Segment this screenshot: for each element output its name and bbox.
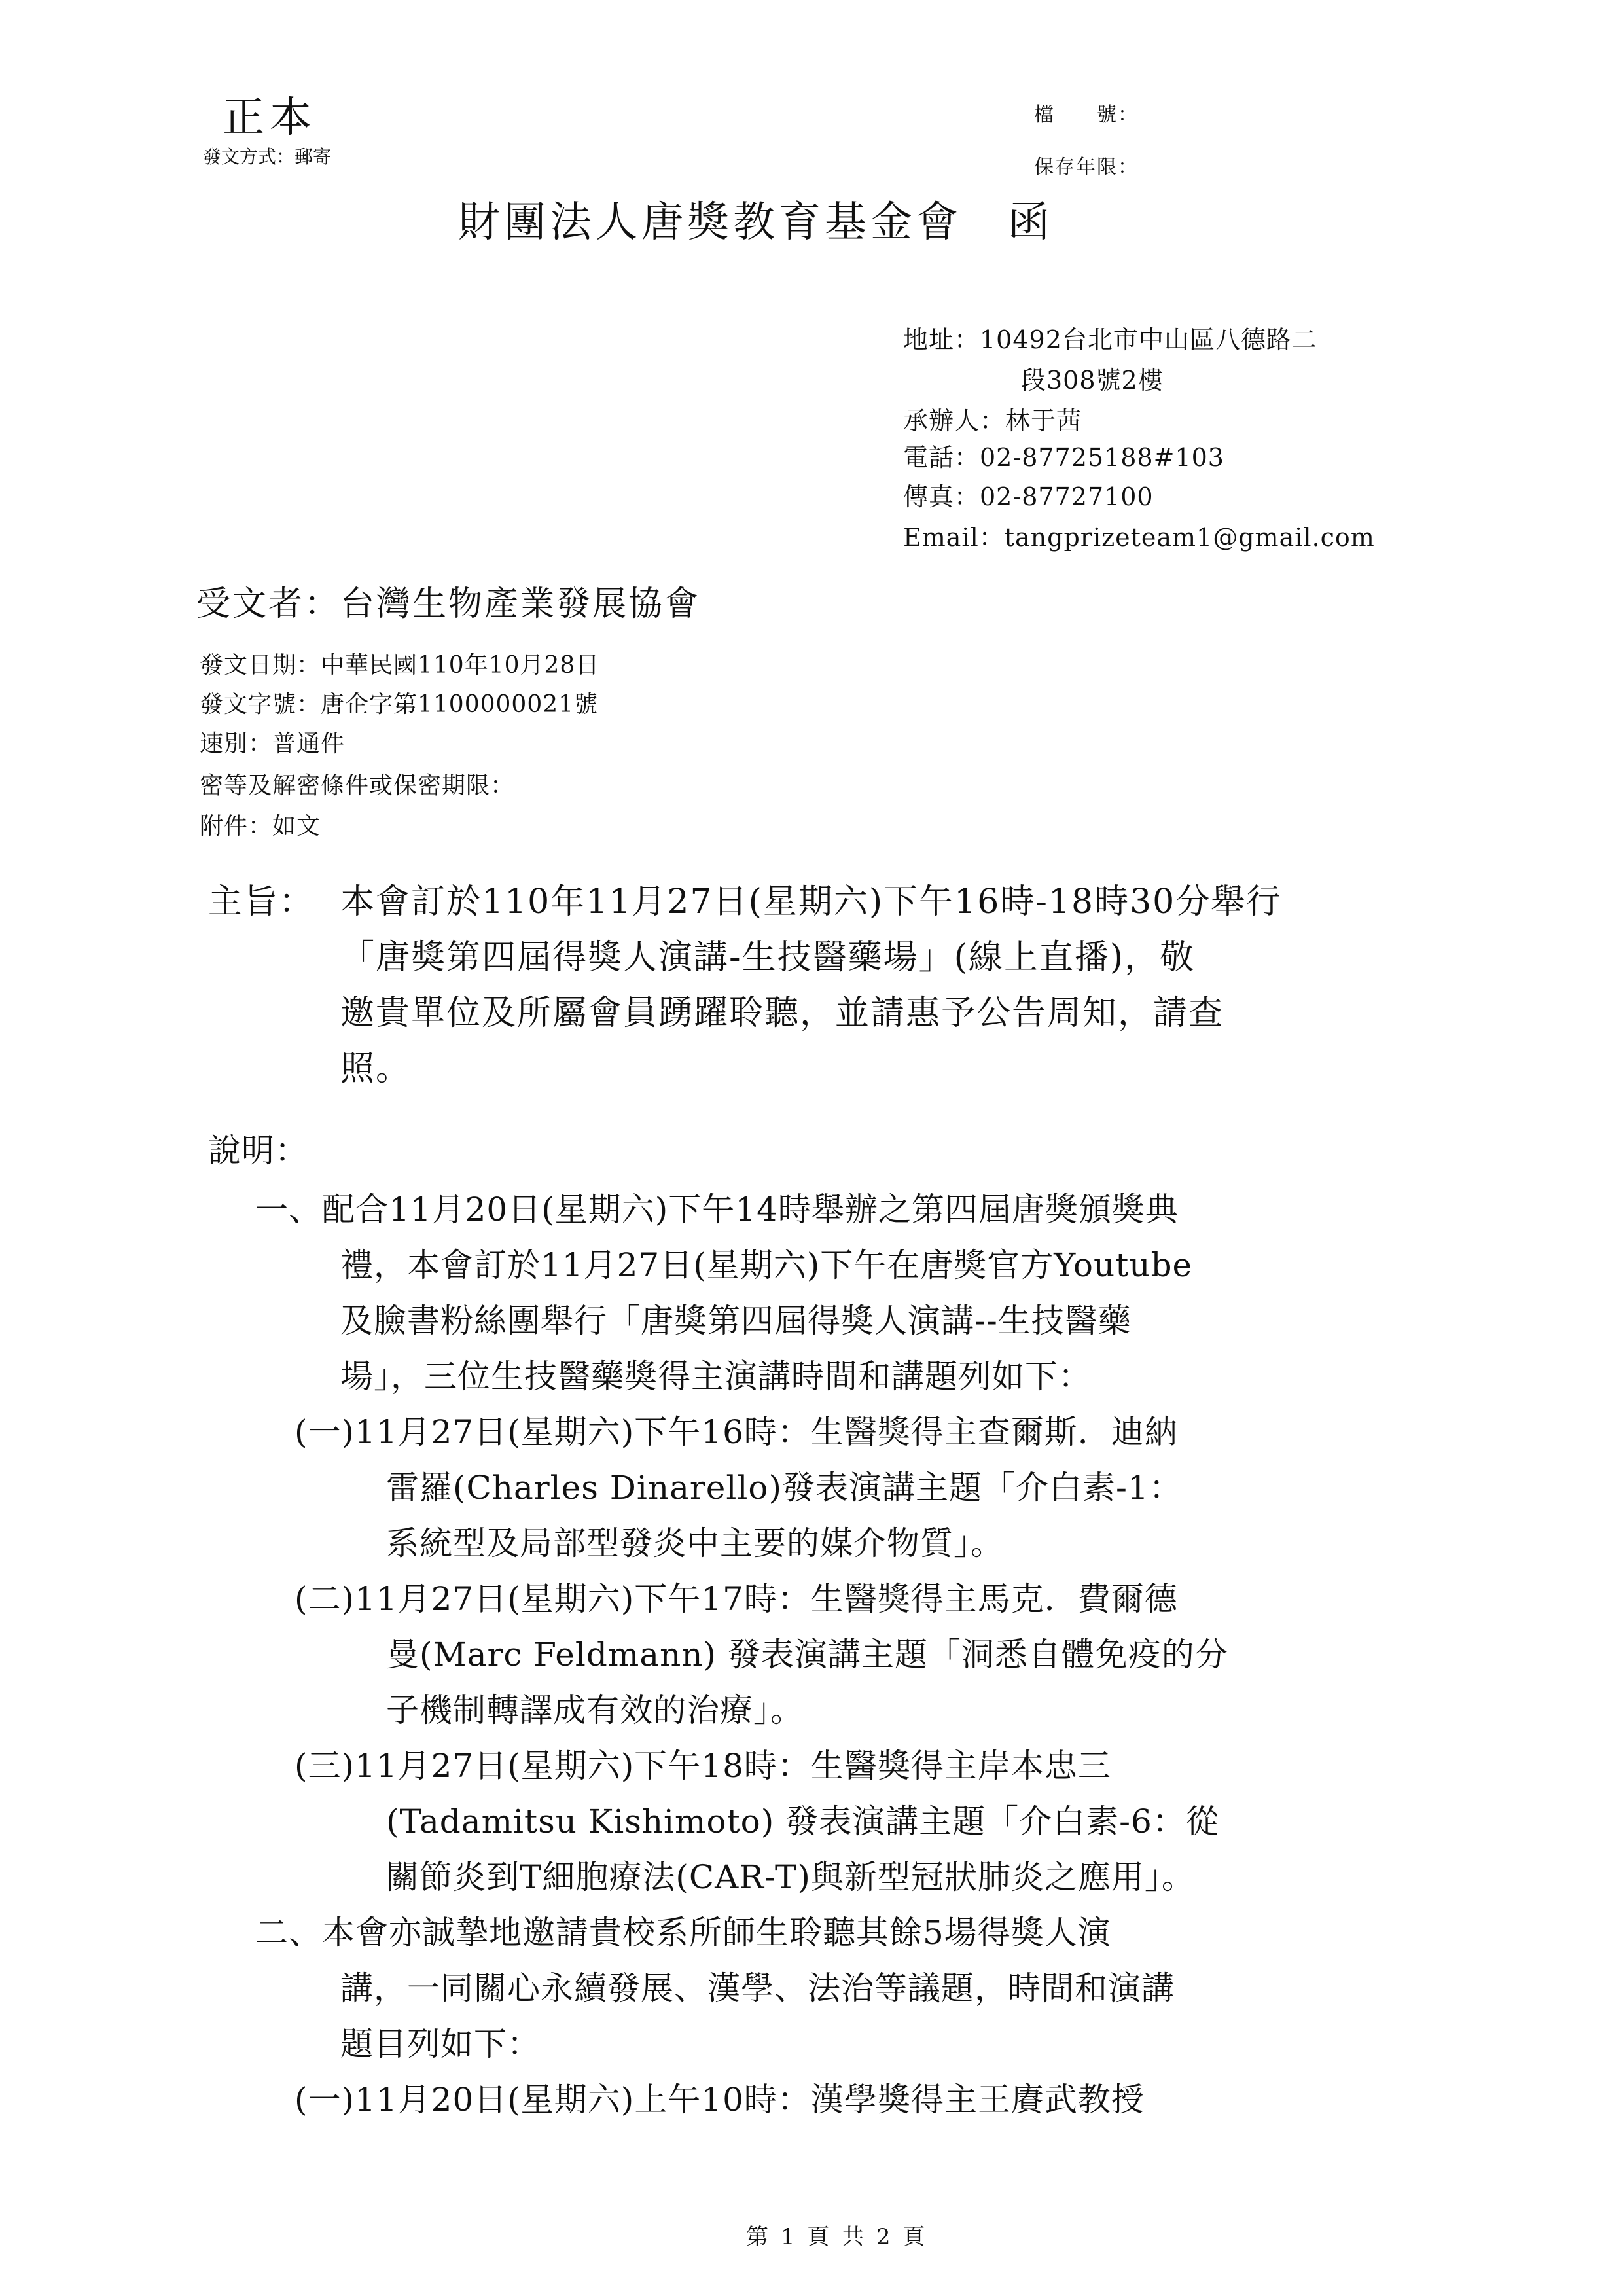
fax: 傳真：02-87727100 (903, 482, 1154, 511)
subject-label: 主旨： (208, 882, 315, 922)
subject-line: 邀貴單位及所屬會員踴躍聆聽，並請惠予公告周知，請查 (340, 994, 1224, 1033)
lecture-item-2-line: 子機制轉譯成有效的治療」。 (386, 1691, 804, 1729)
page-number: 第 1 頁 共 2 頁 (746, 2224, 928, 2250)
attachment: 附件：如文 (200, 813, 321, 840)
document-title: 財團法人唐獎教育基金會 函 (458, 198, 1054, 247)
lecture-item-3-line: (三)11月27日(星期六)下午18時：生醫獎得主岸本忠三 (294, 1747, 1111, 1785)
address-line-2: 段308號2樓 (1021, 366, 1164, 395)
recipient: 受文者：台灣生物產業發展協會 (196, 584, 701, 624)
email: Email：tangprizeteam1@gmail.com (903, 523, 1375, 552)
lecture-item-2-line: 曼(Marc Feldmann) 發表演講主題「洞悉自體免疫的分 (386, 1636, 1228, 1674)
handler: 承辦人：林于茜 (903, 406, 1082, 435)
paragraph-2-line: 題目列如下： (340, 2025, 541, 2063)
doc-number: 發文字號：唐企字第1100000021號 (200, 691, 599, 718)
speed-class: 速別：普通件 (200, 730, 346, 757)
lecture-item-3-line: 關節炎到T細胞療法(CAR-T)與新型冠狀肺炎之應用」。 (386, 1858, 1195, 1896)
other-lecture-item-1-line: (一)11月20日(星期六)上午10時：漢學獎得主王賡武教授 (294, 2081, 1145, 2119)
phone: 電話：02-87725188#103 (903, 443, 1224, 472)
send-date: 發文日期：中華民國110年10月28日 (200, 652, 600, 679)
original-copy-mark: 正本 (223, 94, 317, 142)
send-method: 發文方式：郵寄 (203, 146, 332, 168)
paragraph-2-line: 二、本會亦誠摯地邀請貴校系所師生聆聽其餘5場得獎人演 (255, 1914, 1111, 1952)
subject-line: 本會訂於110年11月27日(星期六)下午16時-18時30分舉行 (340, 882, 1282, 922)
paragraph-1-line: 一、配合11月20日(星期六)下午14時舉辦之第四屆唐獎頒獎典 (255, 1191, 1179, 1229)
lecture-item-1-line: (一)11月27日(星期六)下午16時：生醫獎得主查爾斯．迪納 (294, 1413, 1178, 1451)
paragraph-1-line: 及臉書粉絲團舉行「唐獎第四屆得獎人演講--生技醫藥 (340, 1302, 1132, 1340)
lecture-item-1-line: 系統型及局部型發炎中主要的媒介物質」。 (386, 1524, 1004, 1562)
paragraph-2-line: 講，一同關心永續發展、漢學、法治等議題，時間和演講 (340, 1969, 1175, 2007)
lecture-item-3-line: (Tadamitsu Kishimoto) 發表演講主題「介白素-6：從 (386, 1803, 1219, 1840)
file-number-label: 檔 號： (1034, 103, 1139, 126)
subject-line: 「唐獎第四屆得獎人演講-生技醫藥場」(線上直播)，敬 (340, 938, 1196, 977)
paragraph-1-line: 場」，三位生技醫藥獎得主演講時間和講題列如下： (340, 1357, 1092, 1395)
lecture-item-2-line: (二)11月27日(星期六)下午17時：生醫獎得主馬克．費爾德 (294, 1580, 1178, 1618)
paragraph-1-line: 禮，本會訂於11月27日(星期六)下午在唐獎官方Youtube (340, 1246, 1193, 1284)
address-line-1: 地址：10492台北市中山區八德路二 (903, 325, 1317, 354)
retention-label: 保存年限： (1034, 156, 1139, 179)
explanation-label: 說明： (208, 1132, 308, 1170)
subject-line: 照。 (340, 1049, 412, 1088)
lecture-item-1-line: 雷羅(Charles Dinarello)發表演講主題「介白素-1： (386, 1469, 1183, 1507)
secrecy-level: 密等及解密條件或保密期限： (200, 772, 515, 799)
